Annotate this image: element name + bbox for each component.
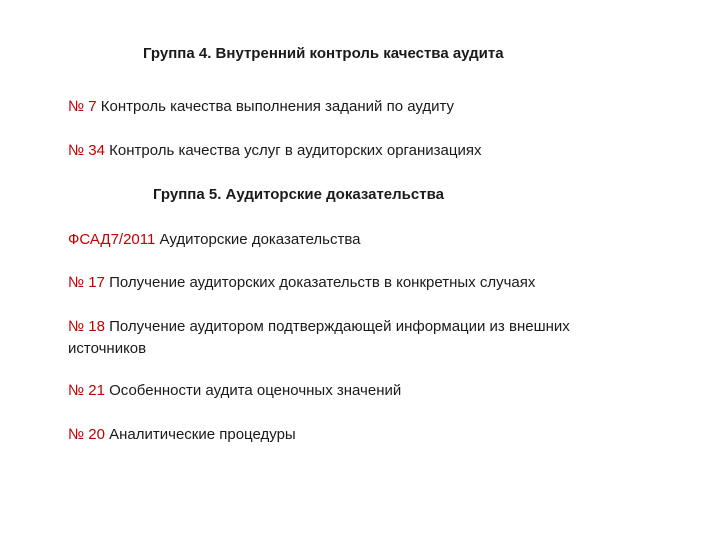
standard-code: № 18 bbox=[68, 318, 105, 335]
standard-title: Аудиторские доказательства bbox=[155, 231, 361, 248]
standard-title: Контроль качества выполнения заданий по аудиту bbox=[96, 98, 455, 115]
group-4-heading: Группа 4. Внутренний контроль качества аудита bbox=[143, 45, 504, 62]
standard-code: № 17 bbox=[68, 274, 105, 291]
standard-item-34 bbox=[68, 140, 668, 162]
standard-item-fsad7 bbox=[68, 229, 668, 251]
standard-title: Получение аудиторских доказательств в конкретных случаях bbox=[104, 274, 536, 291]
standard-code: ФСАД7/2011 bbox=[68, 231, 156, 248]
standard-item-18 bbox=[68, 316, 638, 360]
standard-item-21 bbox=[68, 380, 668, 402]
group-5-heading: Группа 5. Аудиторские доказательства bbox=[153, 186, 444, 203]
standard-code: № 20 bbox=[68, 426, 105, 443]
standard-title: Особенности аудита оценочных значений bbox=[104, 382, 402, 399]
standard-code: № 7 bbox=[68, 98, 97, 115]
standard-title: Контроль качества услуг в аудиторских организациях bbox=[104, 142, 482, 159]
standard-code: № 34 bbox=[68, 142, 105, 159]
standard-item-20 bbox=[68, 424, 668, 446]
standard-code: № 21 bbox=[68, 382, 105, 399]
standard-item-7 bbox=[68, 96, 668, 118]
standard-title: Получение аудитором подтверждающей информации из внешних источников bbox=[68, 318, 570, 357]
standard-title: Аналитические процедуры bbox=[104, 426, 296, 443]
standard-item-17 bbox=[68, 272, 668, 294]
